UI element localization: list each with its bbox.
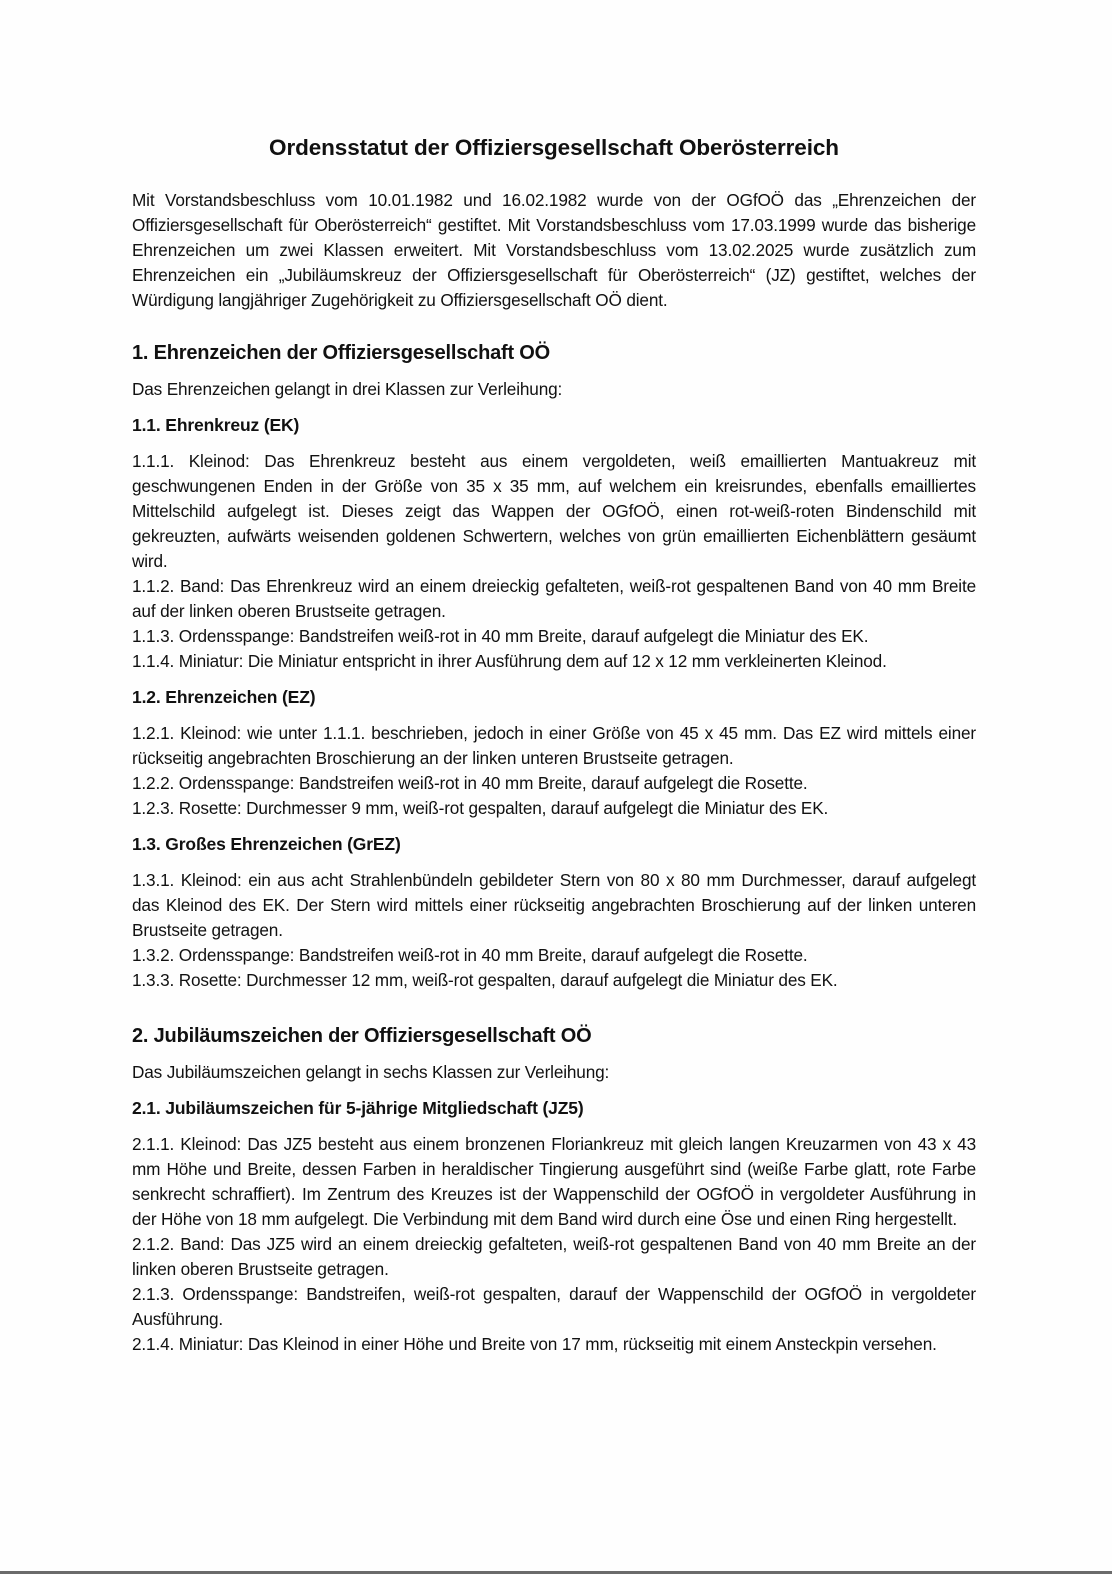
list-item: 1.1.2. Band: Das Ehrenkreuz wird an einem dreieckig gefalteten, weiß-rot gespaltenen Band von 40 mm Breite auf der linken oberen Brustseite getragen. (132, 576, 976, 621)
list-item: 1.2.1. Kleinod: wie unter 1.1.1. beschrieben, jedoch in einer Größe von 45 x 45 mm. Das EZ wird mittels einer rückseitig angebrachten Broschierung an der linken unteren Brustseite getragen. (132, 723, 976, 768)
list-item: 1.3.3. Rosette: Durchmesser 12 mm, weiß-rot gespalten, darauf aufgelegt die Miniatur des EK. (132, 970, 838, 990)
document-title: Ordensstatut der Offiziersgesellschaft Oberösterreich (269, 135, 839, 160)
document-content (132, 131, 976, 1368)
subsection-title: 1.3. Großes Ehrenzeichen (GrEZ) (132, 834, 401, 854)
list-item: 2.1.4. Miniatur: Das Kleinod in einer Höhe und Breite von 17 mm, rückseitig mit einem Ansteckpin versehen. (132, 1334, 937, 1354)
section-2 (132, 1021, 976, 1357)
item-list (132, 868, 976, 993)
list-item: 2.1.2. Band: Das JZ5 wird an einem dreieckig gefalteten, weiß-rot gespaltenen Band von 40 mm Breite an der linken oberen Brustseite getragen. (132, 1234, 976, 1279)
subsection-1-3 (132, 832, 976, 993)
list-item: 1.2.2. Ordensspange: Bandstreifen weiß-rot in 40 mm Breite, darauf aufgelegt die Rosette. (132, 773, 808, 793)
list-item: 2.1.3. Ordensspange: Bandstreifen, weiß-rot gespalten, darauf der Wappenschild der OGfOÖ in vergoldeter Ausführung. (132, 1284, 976, 1329)
item-list (132, 1132, 976, 1357)
section-lead: Das Ehrenzeichen gelangt in drei Klassen zur Verleihung: (132, 379, 563, 399)
item-list (132, 721, 976, 821)
subsection-1-1 (132, 413, 976, 674)
section-title: 1. Ehrenzeichen der Offiziersgesellschaft OÖ (132, 342, 551, 364)
subsection-1-2 (132, 685, 976, 821)
subsection-2-1 (132, 1096, 976, 1357)
list-item: 1.3.1. Kleinod: ein aus acht Strahlenbündeln gebildeter Stern von 80 x 80 mm Durchmesser, darauf aufgelegt das Kleinod des EK. Der Stern wird mittels einer rückseitig angebrachten Broschierung auf der linken unteren Brustseite getragen. (132, 870, 976, 940)
subsection-title: 2.1. Jubiläumszeichen für 5-jährige Mitgliedschaft (JZ5) (132, 1098, 584, 1118)
intro-paragraph: Mit Vorstandsbeschluss vom 10.01.1982 und 16.02.1982 wurde von der OGfOÖ das „Ehrenzeichen der Offiziersgesellschaft für Oberösterreich“ gestiftet. Mit Vorstandsbeschluss vom 17.03.1999 wurde das bisherige Ehrenzeichen um zwei Klassen erweitert. Mit Vorstandsbeschluss vom 13.02.2025 wurde zusätzlich zum Ehrenzeichen ein „Jubiläumskreuz der Offiziersgesellschaft für Oberösterreich“ (JZ) gestiftet, welches der Würdigung langjähriger Zugehörigkeit zu Offiziersgesellschaft OÖ dient. (132, 190, 976, 310)
list-item: 1.3.2. Ordensspange: Bandstreifen weiß-rot in 40 mm Breite, darauf aufgelegt die Rosette. (132, 945, 808, 965)
section-lead: Das Jubiläumszeichen gelangt in sechs Klassen zur Verleihung: (132, 1062, 610, 1082)
section-title: 2. Jubiläumszeichen der Offiziersgesellschaft OÖ (132, 1025, 592, 1047)
list-item: 2.1.1. Kleinod: Das JZ5 besteht aus einem bronzenen Floriankreuz mit gleich langen Kreuzarmen von 43 x 43 mm Höhe und Breite, dessen Farben in heraldischer Tingierung ausgeführt sind (weiße Farbe glatt, rote Farbe senkrecht schraffiert). Im Zentrum des Kreuzes ist der Wappenschild der OGfOÖ in vergoldeter Ausführung in der Höhe von 18 mm aufgelegt. Die Verbindung mit dem Band wird durch eine Öse und einen Ring hergestellt. (132, 1134, 976, 1229)
section-1 (132, 338, 976, 993)
list-item: 1.1.3. Ordensspange: Bandstreifen weiß-rot in 40 mm Breite, darauf aufgelegt die Miniatur des EK. (132, 626, 869, 646)
item-list (132, 449, 976, 674)
list-item: 1.1.4. Miniatur: Die Miniatur entspricht in ihrer Ausführung dem auf 12 x 12 mm verkleinerten Kleinod. (132, 651, 887, 671)
subsection-title: 1.1. Ehrenkreuz (EK) (132, 415, 300, 435)
subsection-title: 1.2. Ehrenzeichen (EZ) (132, 687, 316, 707)
list-item: 1.1.1. Kleinod: Das Ehrenkreuz besteht aus einem vergoldeten, weiß emaillierten Mantuakreuz mit geschwungenen Enden in der Größe von 35 x 35 mm, auf welchem ein kreisrundes, ebenfalls emailliertes Mittelschild aufgelegt ist. Dieses zeigt das Wappen der OGfOÖ, einen rot-weiß-roten Bindenschild mit gekreuzten, aufwärts weisenden goldenen Schwertern, welches von grün emaillierten Eichenblättern gesäumt wird. (132, 451, 976, 571)
list-item: 1.2.3. Rosette: Durchmesser 9 mm, weiß-rot gespalten, darauf aufgelegt die Miniatur des EK. (132, 798, 829, 818)
